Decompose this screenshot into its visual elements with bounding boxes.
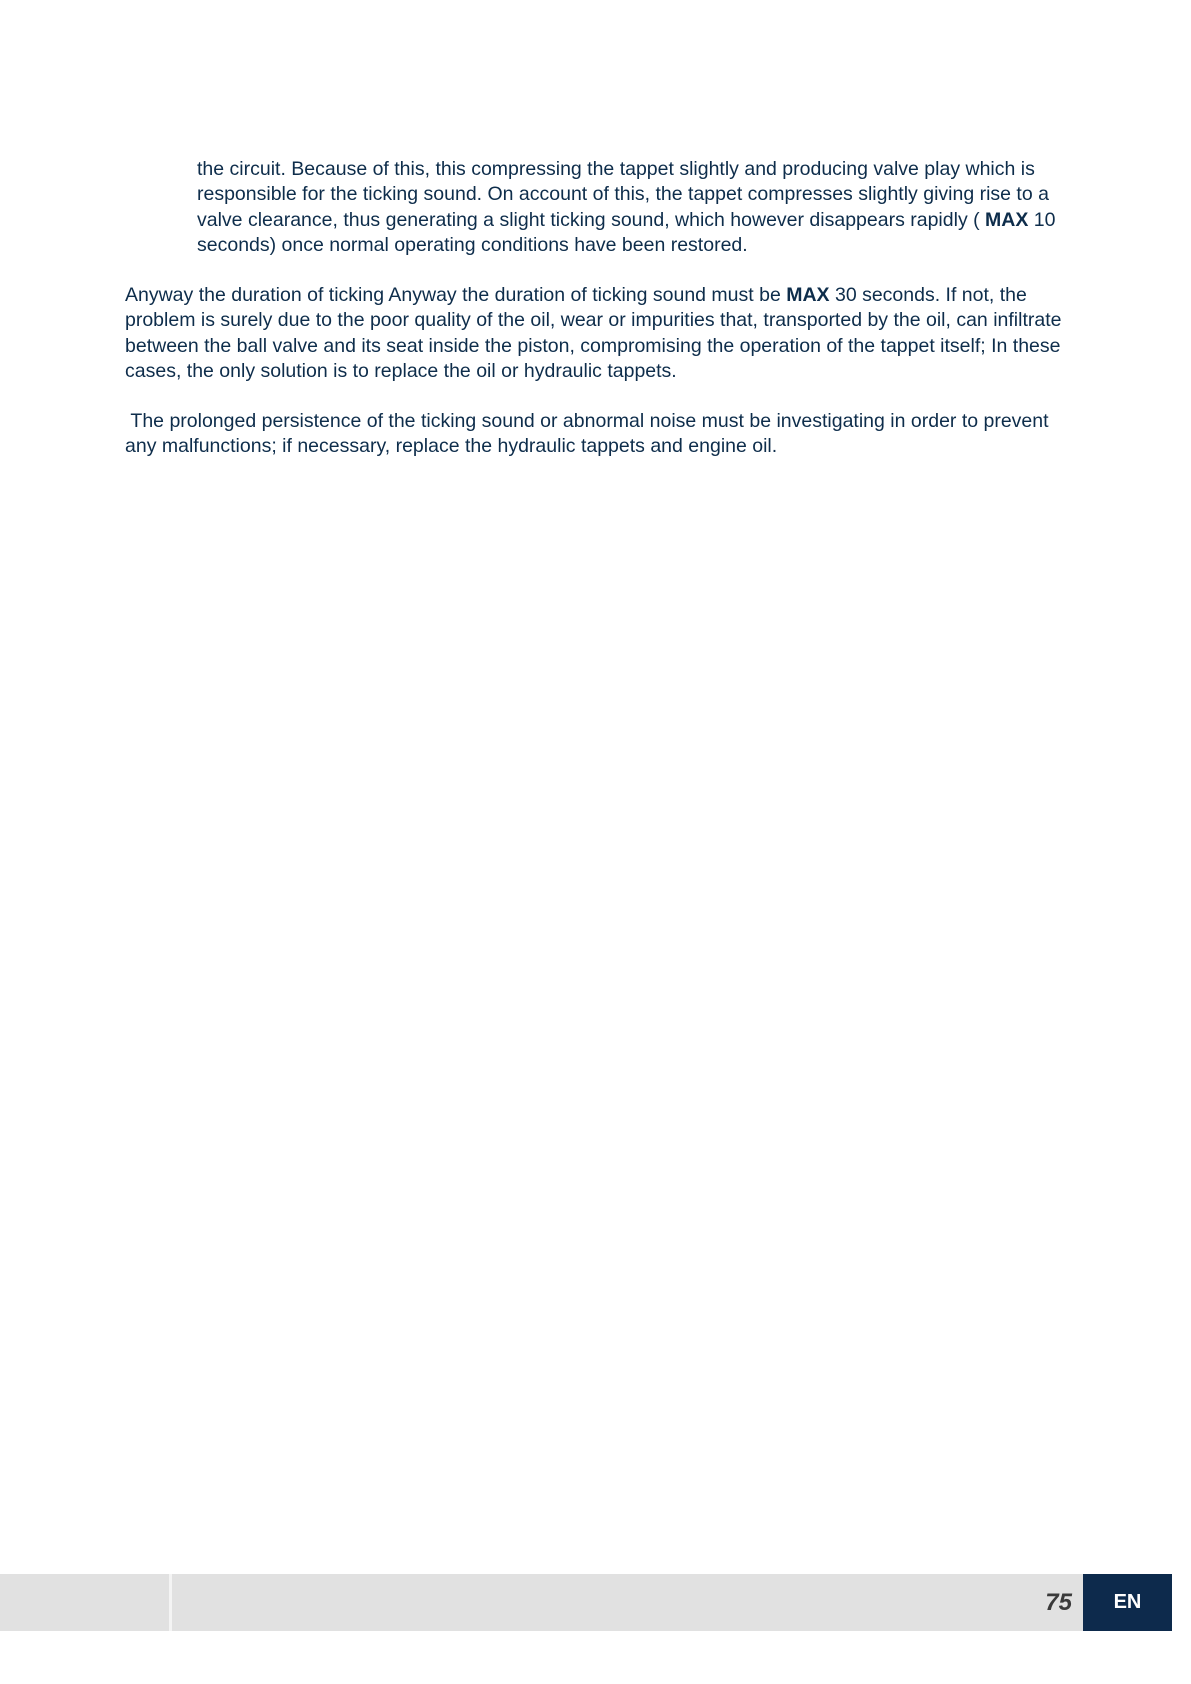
page-footer: [0, 1574, 1172, 1631]
text-line: responsible for the ticking sound. On account of this, the tappet compresses slightly giving rise to a: [197, 183, 1049, 206]
text-line: valve clearance, thus generating a slight ticking sound, which however disappears rapidly (: [197, 208, 980, 231]
text-line: the circuit. Because of this, this compressing the tappet slightly and producing valve play which is: [197, 158, 1035, 180]
language-badge: EN: [1083, 1574, 1172, 1631]
footer-divider: [169, 1574, 172, 1631]
paragraph-persistence-warning: [125, 409, 1105, 460]
paragraph-ticking-duration: [125, 283, 1105, 384]
text-line: any malfunctions; if necessary, replace the hydraulic tappets and engine oil.: [125, 435, 778, 458]
max-emphasis: MAX: [985, 208, 1029, 231]
paragraph-ticking-cause: [197, 157, 1097, 258]
text-line: cases, the only solution is to replace the oil or hydraulic tappets.: [125, 359, 677, 382]
text-line: 10: [1033, 208, 1056, 231]
text-line: problem is surely due to the poor quality of the oil, wear or impurities that, transported by the oil, can infiltrate: [125, 309, 1062, 332]
page-number: 75: [1045, 1589, 1072, 1616]
text-line: seconds) once normal operating conditions have been restored.: [197, 233, 748, 256]
text-line: The prolonged persistence of the ticking sound or abnormal noise must be investigating in order to prevent: [125, 410, 1049, 432]
text-line: 30 seconds. If not, the: [834, 284, 1027, 306]
text-line: Anyway the duration of ticking Anyway the duration of ticking sound must be: [125, 284, 781, 306]
text-line: between the ball valve and its seat inside the piston, compromising the operation of the tappet itself; In these: [125, 334, 1061, 357]
max-emphasis: MAX: [786, 284, 830, 306]
